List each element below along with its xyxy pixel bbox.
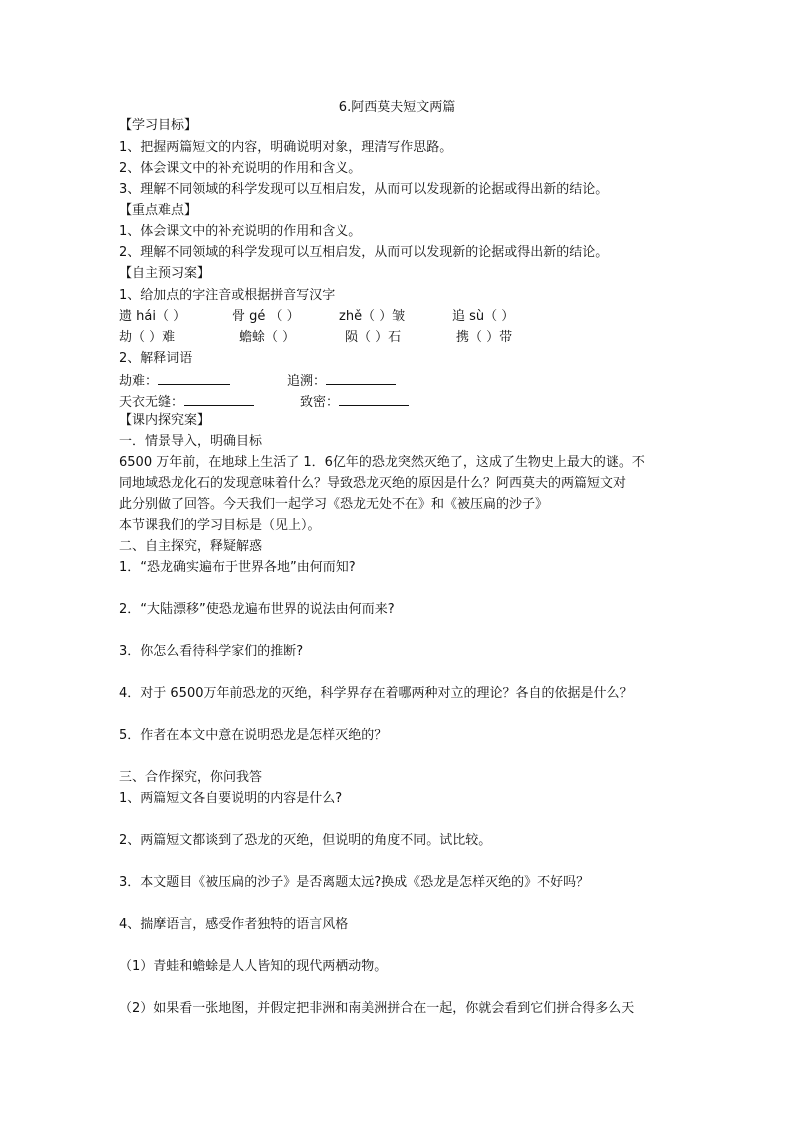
term-label: 劫难： xyxy=(119,374,159,389)
part1-title: 一．情景导入，明确目标 xyxy=(119,434,263,449)
goal-item: 3、理解不同领域的科学发现可以互相启发，从而可以发现新的论据或得出新的结论。 xyxy=(119,182,609,197)
pinyin-item: 劫（ ）难 xyxy=(119,330,176,345)
intro-line: 本节课我们的学习目标是（见上）。 xyxy=(119,518,321,533)
question-item: 2、两篇短文都谈到了恐龙的灭绝，但说明的角度不同。试比较。 xyxy=(119,833,492,848)
pinyin-item: 骨 gé （ ） xyxy=(232,309,300,324)
pinyin-item: 追 sù（ ） xyxy=(452,309,515,324)
question-item: 2．“大陆漂移”使恐龙遍布世界的说法由何而来? xyxy=(119,602,395,617)
sub-item: （2）如果看一张地图，并假定把非洲和南美洲拼合在一起，你就会看到它们拼合得多么天 xyxy=(119,1001,635,1016)
question-item: 1、两篇短文各自要说明的内容是什么? xyxy=(119,791,343,806)
question-item: 4、揣摩语言，感受作者独特的语言风格 xyxy=(119,917,349,932)
pinyin-item: 蟾蜍（ ） xyxy=(239,330,296,345)
term-label: 天衣无缝： xyxy=(119,395,185,410)
question-item: 4．对于 6500万年前恐龙的灭绝，科学界存在着哪两种对立的理论？各自的依据是什么？ xyxy=(119,686,633,701)
intro-line: 6500 万年前，在地球上生活了 1．6亿年的恐龙突然灭绝了，这成了生物史上最大的谜。不 xyxy=(119,455,645,470)
intro-line: 同地域恐龙化石的发现意味着什么？导致恐龙灭绝的原因是什么？阿西莫夫的两篇短文对 xyxy=(119,476,627,491)
key-points-heading: 【重点难点】 xyxy=(119,203,198,218)
preview-question-2: 2、解释词语 xyxy=(119,351,193,366)
goals-heading: 【学习目标】 xyxy=(119,118,198,133)
intro-line: 此分别做了回答。今天我们一起学习《恐龙无处不在》和《被压扁的沙子》 xyxy=(119,497,549,512)
term-label: 致密： xyxy=(300,395,340,410)
answer-blank[interactable] xyxy=(158,371,230,385)
key-point-item: 2、理解不同领域的科学发现可以互相启发，从而可以发现新的论据或得出新的结论。 xyxy=(119,245,609,260)
inclass-heading: 【课内探究案】 xyxy=(119,413,211,428)
preview-heading: 【自主预习案】 xyxy=(119,266,211,281)
answer-blank[interactable] xyxy=(339,392,409,406)
pinyin-item: 携（ ）带 xyxy=(456,330,513,345)
term-jienan xyxy=(119,371,230,390)
question-item: 1．“恐龙确实遍布于世界各地”由何而知? xyxy=(119,560,356,575)
question-item: 5．作者在本文中意在说明恐龙是怎样灭绝的？ xyxy=(119,728,388,743)
key-point-item: 1、体会课文中的补充说明的作用和含义。 xyxy=(119,224,362,239)
answer-blank[interactable] xyxy=(326,371,396,385)
part2-title: 二、自主探究，释疑解惑 xyxy=(119,539,263,554)
term-tianyiwufeng xyxy=(119,392,254,411)
preview-question-1: 1、给加点的字注音或根据拼音写汉字 xyxy=(119,288,336,303)
pinyin-item: 陨（ ）石 xyxy=(345,330,402,345)
pinyin-item: 遗 hái（ ） xyxy=(119,309,187,324)
term-label: 追溯： xyxy=(287,374,327,389)
sub-item: （1）青蛙和蟾蜍是人人皆知的现代两栖动物。 xyxy=(119,959,388,974)
term-zhuisu xyxy=(287,371,396,390)
goal-item: 2、体会课文中的补充说明的作用和含义。 xyxy=(119,161,362,176)
page-title: 6.阿西莫夫短文两篇 xyxy=(338,100,456,115)
pinyin-item: zhě（ ）皱 xyxy=(339,309,406,324)
term-zhimi xyxy=(300,392,409,411)
answer-blank[interactable] xyxy=(184,392,254,406)
question-item: 3．你怎么看待科学家们的推断? xyxy=(119,644,304,659)
part3-title: 三、合作探究，你问我答 xyxy=(119,770,263,785)
question-item: 3．本文题目《被压扁的沙子》是否离题太远?换成《恐龙是怎样灭绝的》不好吗？ xyxy=(119,875,590,890)
goal-item: 1、把握两篇短文的内容，明确说明对象，理清写作思路。 xyxy=(119,140,453,155)
